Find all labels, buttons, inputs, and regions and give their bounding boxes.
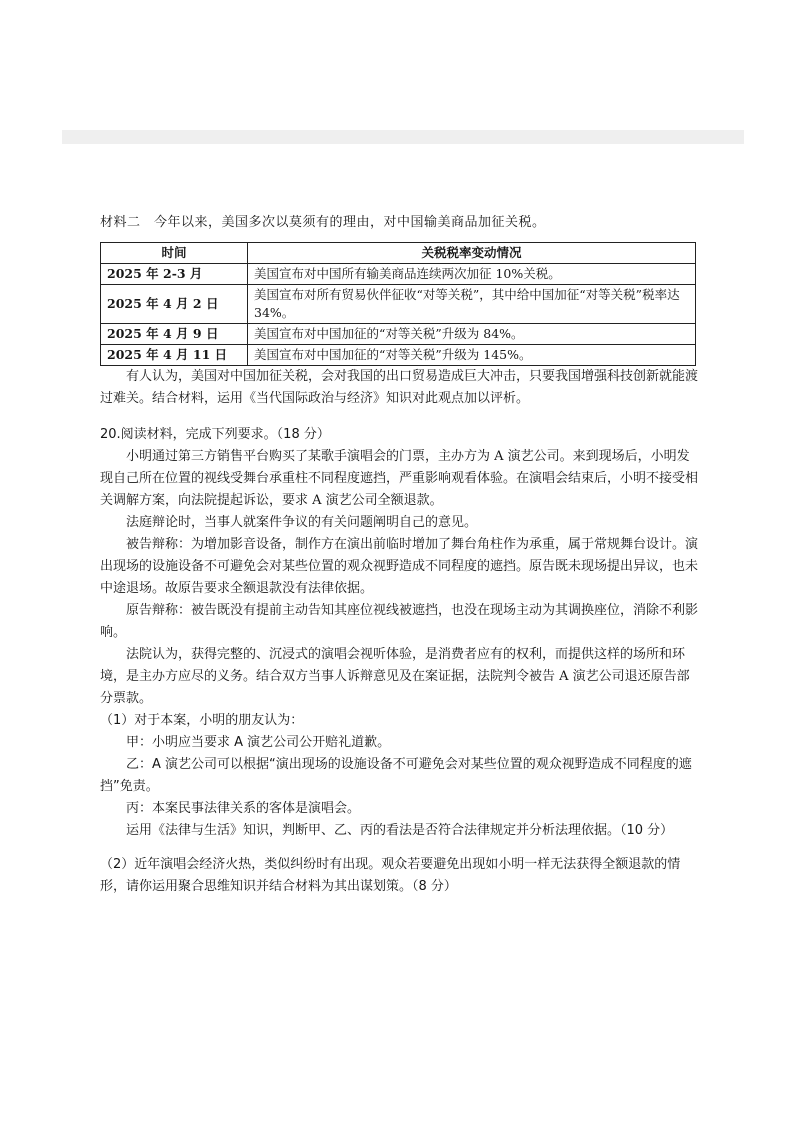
q20-paragraph: 小明通过第三方销售平台购买了某歌手演唱会的门票，主办方为 A 演艺公司。来到现场后，小明发现自己所在位置的视线受舞台承重柱不同程度遮挡，严重影响观看体验。在演唱会结束后，小明不接受相关调解方案，向法院提起诉讼，要求 A 演艺公司全额退款。 [100, 449, 699, 508]
row-change: 美国宣布对中国加征的“对等关税”升级为 84%。 [248, 324, 696, 345]
row-date: 2025 年 2-3 月 [101, 264, 248, 285]
row-date: 2025 年 4 月 11 日 [101, 345, 248, 366]
table-row [101, 324, 696, 345]
material-two-question: 有人认为，美国对中国加征关税，会对我国的出口贸易造成巨大冲击，只要我国增强科技创新就能渡过难关。结合材料，运用《当代国际政治与经济》知识对此观点加以评析。 [100, 369, 699, 406]
sub-question-1-intro: （1）对于本案，小明的朋友认为： [100, 713, 304, 728]
header-change: 关税税率变动情况 [248, 243, 696, 264]
row-date: 2025 年 4 月 9 日 [101, 324, 248, 345]
opinion-jia: 甲：小明应当要求 A 演艺公司公开赔礼道歉。 [126, 735, 391, 750]
row-change: 美国宣布对中国加征的“对等关税”升级为 145%。 [248, 345, 696, 366]
q20-paragraph: 法院认为，获得完整的、沉浸式的演唱会视听体验，是消费者应有的权利，而提供这样的场所和环境，是主办方应尽的义务。结合双方当事人诉辩意见及在案证据，法院判令被告 A 演艺公司退还原告部分票款。 [100, 647, 690, 706]
row-change: 美国宣布对中国所有输美商品连续两次加征 10%关税。 [248, 264, 696, 285]
row-change: 美国宣布对所有贸易伙伴征收“对等关税”，其中给中国加征“对等关税”税率达 34%。 [248, 285, 696, 324]
row-date: 2025 年 4 月 2 日 [101, 285, 248, 324]
opinion-bing: 丙：本案民事法律关系的客体是演唱会。 [126, 801, 361, 816]
q20-paragraph: 被告辩称：为增加影音设备，制作方在演出前临时增加了舞台角柱作为承重，属于常规舞台设计。演出现场的设施设备不可避免会对某些位置的观众视野造成不同程度的遮挡。原告既未现场提出异议，也未中途退场。故原告要求全额退款没有法律依据。 [100, 537, 699, 596]
sub-question-2: （2）近年演唱会经济火热，类似纠纷时有出现。观众若要避免出现如小明一样无法获得全额退款的情形，请你运用聚合思维知识并结合材料为其出谋划策。（8 分） [100, 857, 681, 894]
table-row [101, 264, 696, 285]
question-20-heading: 20.阅读材料，完成下列要求。（18 分） [100, 427, 330, 442]
table-row [101, 345, 696, 366]
sub-question-1-task: 运用《法律与生活》知识，判断甲、乙、丙的看法是否符合法律规定并分析法理依据。（10 分） [126, 823, 674, 838]
exam-page [100, 212, 698, 898]
q20-paragraph: 原告辩称：被告既没有提前主动告知其座位视线被遮挡，也没在现场主动为其调换座位，消除不利影响。 [100, 603, 699, 640]
opinion-yi: 乙：A 演艺公司可以根据“演出现场的设施设备不可避免会对某些位置的观众视野造成不同程度的遮挡”免责。 [100, 757, 692, 794]
q20-paragraph: 法庭辩论时，当事人就案件争议的有关问题阐明自己的意见。 [126, 515, 478, 530]
material-two-title: 材料二 今年以来，美国多次以莫须有的理由，对中国输美商品加征关税。 [100, 215, 546, 230]
tariff-table [100, 242, 696, 366]
scan-top-band [62, 130, 744, 144]
table-row [101, 285, 696, 324]
table-header-row [101, 243, 696, 264]
header-time: 时间 [101, 243, 248, 264]
